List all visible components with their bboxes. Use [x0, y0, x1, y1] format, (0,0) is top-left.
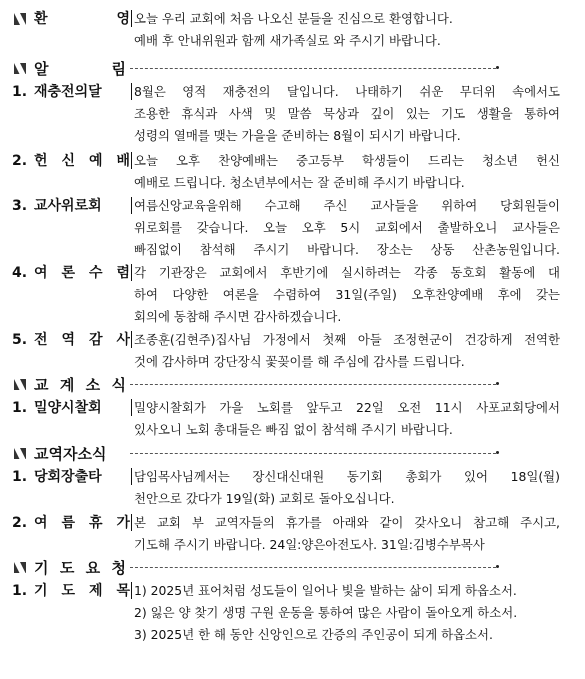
divider-bar [131, 10, 132, 27]
rule-dot [496, 565, 499, 568]
section-title: 교역자소식 [34, 445, 107, 463]
text-line: 회의에 동참해 주시면 감사하겠습니다. [134, 309, 342, 324]
welcome-title: 환 영 [34, 11, 130, 27]
divider-bar [131, 514, 132, 531]
item-title: 기 도 제 목 [34, 583, 130, 599]
item-title: 교사위로회 [34, 198, 102, 214]
item-body [134, 81, 560, 147]
text-line: 여름신앙교육을위해 수고해 주신 교사들을 위하여 당회원들이 [134, 198, 560, 213]
text-line: 조종훈(김현주)집사님 가정에서 첫째 아들 조정현군이 건강하게 전역한 [134, 332, 560, 347]
text-line: 밀양시찰회가 가을 노회를 앞두고 22일 오전 11시 사포교회당에서 [134, 400, 560, 415]
divider-bar [131, 399, 132, 416]
divider-bar [131, 83, 132, 100]
text-line: 본 교회 부 교역자들의 휴가를 아래와 같이 갖사오니 참고해 주시고, [134, 515, 560, 530]
divider-bar [131, 264, 132, 281]
item-title: 여 론 수 렴 [34, 265, 130, 281]
item-body [134, 262, 560, 328]
section-header-staff-news [14, 443, 560, 465]
divider-bar [131, 582, 132, 599]
text-line: 천안으로 갔다가 19일(화) 교회로 돌아오십니다. [134, 491, 395, 506]
text-line: 오늘 오후 찬양예배는 중고등부 학생들이 드리는 청소년 헌신 [134, 153, 560, 168]
item-title: 재충전의달 [34, 84, 102, 100]
text-line: 담임목사님께서는 장신대신대원 동기회 총회가 있어 18일(월) [134, 469, 560, 484]
item-title: 여 름 휴 가 [34, 515, 130, 531]
item-title: 밀양시찰회 [34, 400, 102, 416]
text-line: 기도해 주시기 바랍니다. 24일:양은아전도사. 31일:김병수부목사 [134, 537, 485, 552]
text-line: 성령의 열매를 맺는 가을을 준비하는 8월이 되시기 바랍니다. [134, 128, 461, 143]
item-body [134, 580, 560, 646]
item-number: 1. [12, 469, 28, 485]
dashed-rule [130, 384, 496, 385]
item-number: 3. [12, 198, 28, 214]
text-line: 있사오니 노회 총대들은 빠짐 없이 참석해 주시기 바랍니다. [134, 422, 453, 437]
text-line: 하여 다양한 여론을 수렴하여 31일(주일) 오후찬양예배 후에 갖는 [134, 287, 560, 302]
text-line: 예배 후 안내위원과 함께 새가족실로 와 주시기 바랍니다. [134, 33, 441, 48]
item-number: 5. [12, 332, 28, 348]
dashed-rule [130, 567, 496, 568]
item-body [134, 150, 560, 194]
item-number: 2. [12, 153, 28, 169]
section-mark-icon [14, 448, 26, 459]
item-body [134, 466, 560, 510]
item-body [134, 195, 560, 261]
item-number: 1. [12, 583, 28, 599]
text-line: 조용한 휴식과 사색 및 말씀 묵상과 깊이 있는 기도 생활을 통하여 [134, 106, 560, 121]
dashed-rule [130, 68, 496, 69]
divider-bar [131, 152, 132, 169]
welcome-body [134, 8, 560, 52]
item-title: 당회장출타 [34, 469, 102, 485]
section-header-notice [14, 58, 560, 80]
item-number: 1. [12, 400, 28, 416]
text-line: 각 기관장은 교회에서 후반기에 실시하려는 각종 동호회 활동에 대 [134, 265, 560, 280]
rule-dot [496, 382, 499, 385]
text-line: 8월은 영적 재충전의 달입니다. 나태하기 쉬운 무더위 속에서도 [134, 84, 560, 99]
item-number: 4. [12, 265, 28, 281]
section-title: 교 계 소 식 [34, 376, 126, 394]
item-title: 헌 신 예 배 [34, 153, 130, 169]
section-header-prayer [14, 557, 560, 579]
text-line: 위로회를 갖습니다. 오늘 오후 5시 교회에서 출발하오니 교사들은 [134, 220, 560, 235]
dashed-rule [130, 453, 496, 454]
section-mark-icon [14, 562, 26, 573]
text-line: 2) 잃은 양 찾기 생명 구원 운동을 통하여 많은 사람이 돌아오게 하소서. [134, 605, 518, 620]
section-header-church-news [14, 374, 560, 396]
text-line: 오늘 우리 교회에 처음 나오신 분들을 진심으로 환영합니다. [134, 11, 453, 26]
item-body [134, 512, 560, 556]
text-line: 1) 2025년 표어처럼 성도들이 일어나 빛을 발하는 삶이 되게 하옵소서. [134, 583, 517, 598]
rule-dot [496, 451, 499, 454]
item-body [134, 329, 560, 373]
text-line: 3) 2025년 한 해 동안 신앙인으로 간증의 주인공이 되게 하옵소서. [134, 627, 493, 642]
item-title: 전 역 감 사 [34, 332, 130, 348]
section-mark-icon [14, 13, 26, 25]
divider-bar [131, 331, 132, 348]
item-body [134, 397, 560, 441]
divider-bar [131, 468, 132, 485]
text-line: 예배로 드립니다. 청소년부에서는 잘 준비해 주시기 바랍니다. [134, 175, 465, 190]
item-number: 1. [12, 84, 28, 100]
rule-dot [496, 66, 499, 69]
section-title: 알 림 [34, 60, 126, 78]
item-number: 2. [12, 515, 28, 531]
text-line: 것에 감사하며 강단장식 꽃꽂이를 해 주심에 감사를 드립니다. [134, 354, 465, 369]
section-mark-icon [14, 63, 26, 74]
divider-bar [131, 197, 132, 214]
text-line: 빠짐없이 참석해 주시기 바랍니다. 장소는 상동 산촌농원입니다. [134, 242, 560, 257]
section-title: 기 도 요 청 [34, 559, 126, 577]
section-mark-icon [14, 379, 26, 390]
